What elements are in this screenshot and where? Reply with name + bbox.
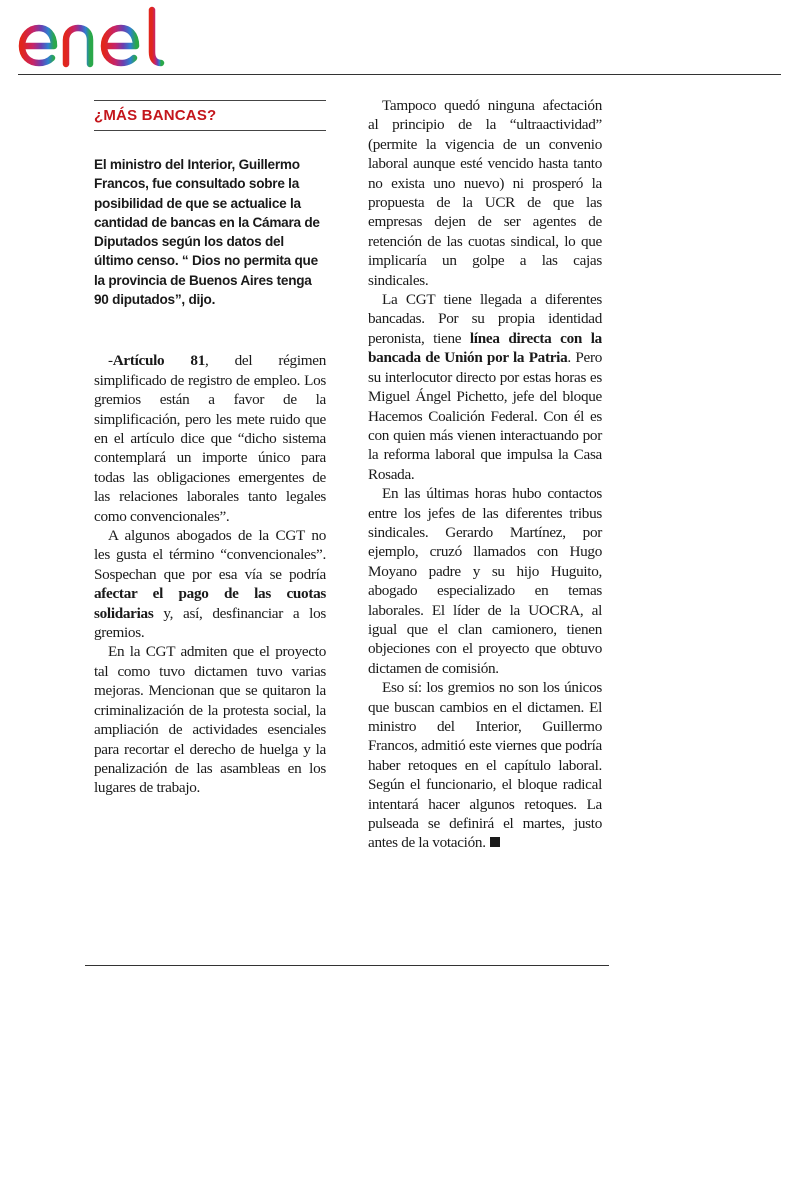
article-paragraph [368,678,602,853]
paragraph-text: La CGT tiene llegada a diferentes bancadas. Por su propia identidad peronista, tiene [368,291,602,347]
paragraph-text: , del régimen simplificado de registro de empleo. Los gremios están a favor de la simplificación, pero les mete ruido que en el artículo dice que “dicho sistema contemplará un importe único para todas las obligaciones emergentes de las relaciones laborales tanto legales como convencionales”. [94,352,327,525]
box-body: El ministro del Interior, Guillermo Francos, fue consultado sobre la posibilidad de que se actualice la cantidad de bancas en la Cámara de Diputados según los datos del último censo. “ Dios no permita que la provincia de Buenos Aires tenga 90 diputados”, dijo. [94,157,320,308]
left-column [94,100,326,798]
paragraph-text: . Pero su interlocutor directo por estas horas es Miguel Ángel Pichetto, jefe del bloque Hacemos Coalición Federal. Con él es con quien más vienen interactuando por la reforma laboral que impulsa la Casa Rosada. [368,349,602,483]
paragraph-text: Eso sí: los gremios no son los únicos que buscan cambios en el dictamen. El ministro del Interior, Guillermo Francos, admitió este viernes que podría haber retoques en el capítulo laboral. Según el funcionario, el bloque radical intentará hacer algunos retoques. La pulseada se definirá el martes, justo antes de la votación. [368,679,602,852]
end-of-article-square-icon [490,837,500,847]
article-paragraph [368,290,602,484]
article-paragraph: En las últimas horas hubo contactos entre los jefes de las diferentes tribus sindicales. Gerardo Martínez, por ejemplo, cruzó llamados con Hugo Moyano padre y su hijo Huguito, abogado especializado en temas laborales. El líder de la UOCRA, al igual que el clan camionero, tienen objeciones con el proyecto que obtuvo dictamen de comisión. [368,485,602,677]
paragraph-text: A algunos abogados de la CGT no les gusta el término “convencionales”. Sospechan que por esa vía se podría [94,527,326,583]
page-header [0,0,800,76]
article-paragraph [94,526,326,642]
footer-rule [85,965,609,966]
list-dash: - [108,352,113,370]
sidebar-box [94,100,326,309]
article-paragraph: En la CGT admiten que el proyecto tal como tuvo dictamen tuvo varias mejoras. Mencionan que se quitaron la criminalización de la protesta social, la ampliación de actividades esenciales para recortar el derecho de huelga y la penalización de las asambleas en los lugares de trabajo. [94,643,326,797]
article-right-text [368,96,602,853]
box-bottom-rule [94,130,326,131]
bold-term: Artículo 81 [112,352,206,370]
article-paragraph: Tampoco quedó ninguna afectación al principio de la “ultraactividad” (permite la vigencia de un convenio laboral aunque esté vencido hasta tanto no exista uno nuevo) ni prosperó la propuesta de la UCR de que las empresas dejen de ser agentes de retención de las cuotas sindical, lo que implicaría un golpe a las cajas sindicales. [368,97,602,289]
header-rule [18,74,781,75]
bold-term: afectar el pago de las cuotas solidarias [94,585,326,622]
article-left-text [94,351,326,797]
right-column [368,96,602,853]
enel-logo [14,4,184,68]
bold-term: línea directa con la bancada de Unión por la Patria [368,329,602,367]
box-title: ¿MÁS BANCAS? [94,107,217,124]
article-paragraph [94,351,326,526]
paragraph-text: y, así, desfinanciar a los gremios. [94,604,326,642]
